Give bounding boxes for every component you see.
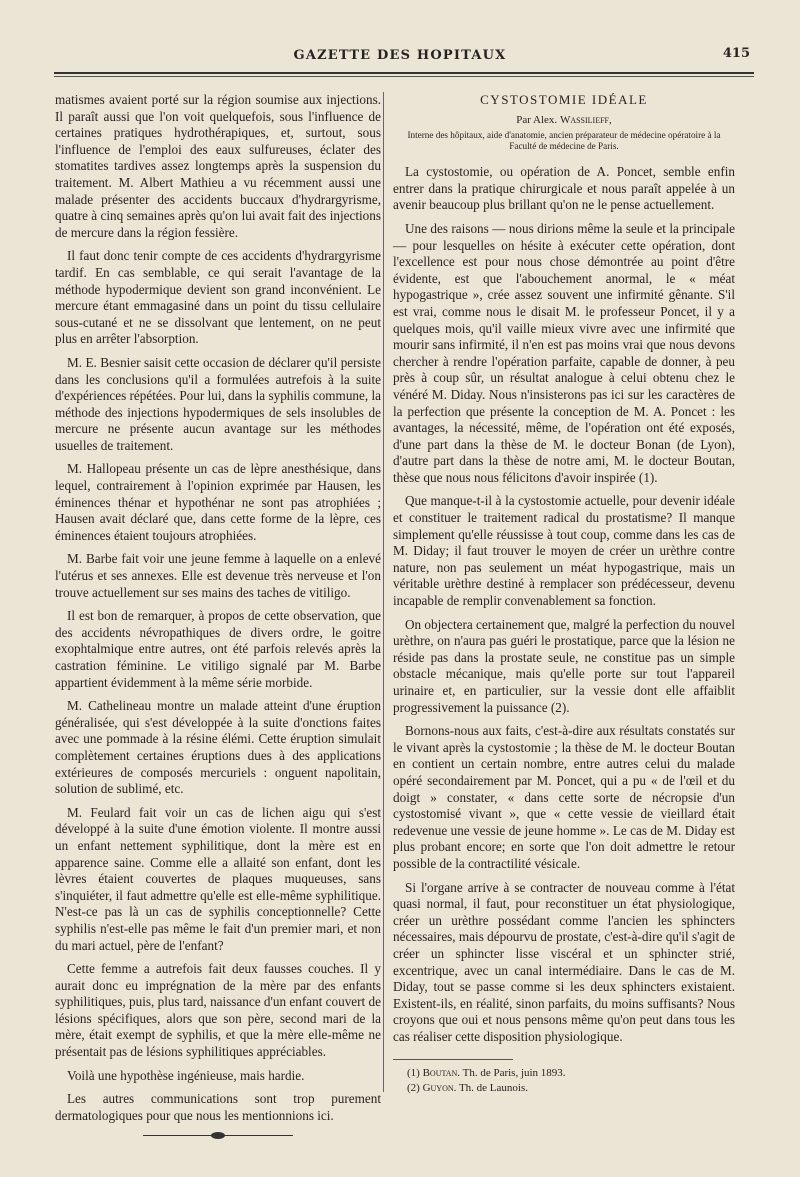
byline — [393, 112, 735, 129]
running-head — [0, 44, 800, 64]
paragraph: Il est bon de remarquer, à propos de cette observation, que des accidents névropathiques de divers ordre, le goitre exophtalmique entre autres, ont été parfois relevés après la castration féminine. Le vitiligo signalé par M. Barbe appartient évidemment à la même série morbide. — [55, 608, 381, 690]
footnotes — [393, 1066, 735, 1095]
article-title: CYSTOSTOMIE IDÉALE — [480, 92, 648, 107]
footnote-author: Guyon. — [422, 1082, 457, 1095]
footnote — [407, 1081, 735, 1095]
paragraph: M. Cathelineau montre un malade atteint d'une éruption généralisée, qui s'est développée à la suite d'onctions faites avec une pommade à la résine élémi. Cette éruption simulait complètement certaines éruptions dues à des applications extérieures de composés mercuriels : onguent napolitain, solution de sublimé, etc. — [55, 698, 381, 797]
left-column — [55, 92, 381, 1140]
paragraph: La cystostomie, ou opération de A. Poncet, semble enfin entrer dans la pratique chirurgicale et nous paraît appelée à un avenir beaucoup plus brillant qu'on ne le pense actuellement. — [393, 164, 735, 213]
paragraph: M. Barbe fait voir une jeune femme à laquelle on a enlevé l'utérus et ses annexes. Elle est devenue très nerveuse et l'on trouve actuellement sur ses mains des taches de vitiligo. — [55, 551, 381, 600]
ornament-center — [211, 1132, 225, 1139]
paragraph: M. Feulard fait voir un cas de lichen aigu qui s'est développé à la suite d'une émotion violente. Il montre aussi un enfant nettement syphilitique, dont la mère est en apparence saine. Comme elle a allaité son enfant, dont les lèvres étaient couvertes de plaques muqueuses, sans s'inquiéter, il faut admettre qu'elle est elle-même syphilitique. N'est-ce pas là un cas de syphilis conceptionnelle? Cette syphilis n'est-elle pas même le fait d'un premier mari, et non du mari actuel, père de l'enfant? — [55, 804, 381, 953]
paragraph: Une des raisons — nous dirions même la seule et la principale — pour lesquelles on hésite à exécuter cette opération, dont l'excellence est pour nous chose démontrée au point d'être évidente, est que l'abouchement anormal, le « méat hypogastrique », crée assez souvent une infirmité gênante. S'il est vrai, comme nous le disait M. le professeur Poncet, il y a quelques mois, qu'il vaille mieux vivre avec une infirmité que mourir sans infirmité, il n'en est pas moins vrai que nous devons chercher à rendre l'opération parfaite, capable de donner, à peu près à coup sûr, un résultat analogue à celui obtenu chez le vénéré M. Diday. Nous n'insisterons pas ici sur les caractères de la perfection que présente la conception de M. A. Poncet : les avantages, la nécessité, même, de l'opération ont été exposés, d'une part dans la thèse de M. le docteur Bonan (de Lyon), d'autre part dans la thèse de notre ami, M. le docteur Boutan, thèse que nous nous félicitons d'avoir inspirée (1). — [393, 220, 735, 485]
column-divider — [383, 92, 384, 1092]
paragraph: M. Hallopeau présente un cas de lèpre anesthésique, dans lequel, contrairement à l'opinion exprimée par Hausen, les éminences thénar et hypothénar ne sont pas atrophiées ; Hausen avait déclaré que, dans cette forme de la lèpre, ces éminences étaient toujours atrophiées. — [55, 461, 381, 543]
paragraph: matismes avaient porté sur la région soumise aux injections. Il paraît aussi que l'on voit quelquefois, sous l'influence de certaines pratiques hydrothérapiques, et, surtout, sous l'influence de l'emploi des eaux sulfureuses, éclater des stomatites tardives assez longtemps après la suspension du traitement. M. Albert Mathieu a vu récemment aussi une malade présenter des accidents buccaux d'hydrargyrisme, quatre à cinq semaines après qu'on lui avait fait des injections de mercure dans la région fessière. — [55, 92, 381, 240]
byline-prefix: Par Alex. — [516, 113, 558, 126]
right-column — [393, 92, 735, 1096]
paragraph: Si l'organe arrive à se contracter de nouveau comme à l'état quasi normal, il faut, pour reconstituer un état physiologique, créer un urèthre possédant comme l'ancien les sphincters nécessaires, mais dépourvu de prostate, c'est-à-dire qu'il s'agit de créer un sphincter lisse viscéral et un sphincter strié, excentrique, avec un canal intermédiaire. Dans le cas de M. Diday, tout se passe comme si les deux sphincters existaient. Existent-ils, en réalité, sinon parfaits, du moins suffisants? Nous croyons que oui et nous pensons même qu'on peut dans tous les cas réaliser cette disposition physiologique. — [393, 879, 735, 1044]
end-ornament — [143, 1132, 293, 1140]
footnote — [407, 1066, 735, 1080]
footnote-marker: (2) — [407, 1082, 420, 1095]
page-number: 415 — [722, 46, 750, 61]
footnote-rule — [393, 1059, 513, 1060]
paragraph: Il faut donc tenir compte de ces accidents d'hydrargyrisme tardif. En cas semblable, ce qui serait l'avantage de la méthode hypodermique devient son grand inconvénient. Le mercure étant emmagasiné dans un point du tissu cellulaire sous-cutané et ne se dissolvant que lentement, on ne peut plus en arrêter l'absorption. — [55, 248, 381, 347]
footnote-marker: (1) — [407, 1067, 420, 1080]
footnote-author: Boutan. — [422, 1067, 461, 1080]
paragraph: On objectera certainement que, malgré la perfection du nouvel urèthre, on n'aura pas guéri le prostatique, parce que la lésion ne réside pas dans la prostate seule, ne constitue pas un simple obstacle mécanique, mais qu'elle porte sur tout l'appareil urinaire et, en particulier, sur la vessie dont elle affaiblit progressivement la puissance (2). — [393, 616, 735, 715]
header-rule-thin — [54, 76, 754, 77]
paragraph: Cette femme a autrefois fait deux fausses couches. Il y aurait donc eu imprégnation de la mère par des enfants syphilitiques, puis, plus tard, naissance d'un enfant couvert de lésions spécifiques, alors que son père, second mari de la mère, était exempt de syphilis, et que la mère elle-même ne présentait pas de lésions syphilitiques appréciables. — [55, 961, 381, 1060]
paragraph: Voilà une hypothèse ingénieuse, mais hardie. — [67, 1067, 305, 1083]
author-affiliation: Interne des hôpitaux, aide d'anatomie, ancien préparateur de médecine opératoire à la Faculté de médecine de Paris. — [407, 130, 721, 152]
header-rule-thick — [54, 72, 754, 74]
author-name: Wassilieff, — [559, 113, 612, 126]
paragraph: M. E. Besnier saisit cette occasion de déclarer qu'il persiste dans les conclusions qu'il a formulées autrefois à la suite d'expériences répétées. Pour lui, dans la syphilis commune, la méthode des injections hypodermiques de sels insolubles de mercure ne présente aucun avantage sur les méthodes usuelles de traitement. — [55, 354, 381, 453]
footnote-text: Th. de Launois. — [458, 1082, 528, 1095]
paragraph: Les autres communications sont trop purement dermatologiques pour que nous les mentionnions ici. — [55, 1091, 381, 1123]
footnote-text: Th. de Paris, juin 1893. — [462, 1067, 566, 1080]
paragraph: Que manque-t-il à la cystostomie actuelle, pour devenir idéale et constituer le traitement radical du prostatisme? Il manque simplement qu'elle réussisse à tout coup, comme dans les cas de M. Diday; il faut trouver le moyen de créer un urèthre contre nature, non pas seulement un méat hypogastrique, mais un véritable urèthre destiné à remplacer son prédécesseur, devenu incapable de remplir convenablement sa fonction. — [393, 493, 735, 609]
paragraph: Bornons-nous aux faits, c'est-à-dire aux résultats constatés sur le vivant après la cystostomie ; la thèse de M. le docteur Boutan en contient un certain nombre, entre autres celui du malade opéré secondairement par M. Poncet, qui a pu « de l'œil et du doigt » constater, « dans cette sorte de nécropsie d'un cystostomisé vivant », que « cette vessie de vieillard était redevenue une vessie de jeune homme ». Le cas de M. Diday est plus probant encore; en sorte que l'on doit admettre le retour possible de la contractilité vésicale. — [393, 723, 735, 871]
journal-title: GAZETTE DES HOPITAUX — [293, 48, 507, 63]
